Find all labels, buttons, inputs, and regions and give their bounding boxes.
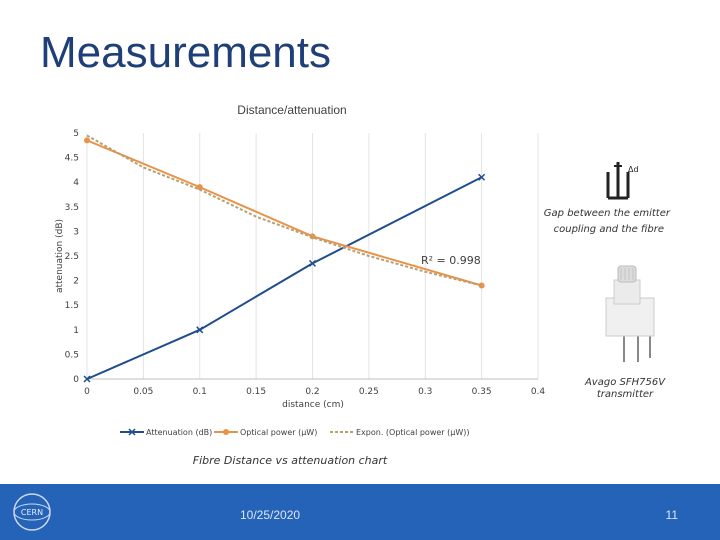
y-tick-label: 0.5	[64, 350, 79, 361]
x-tick-label: 0.15	[246, 387, 267, 397]
x-tick-label: 0.3	[418, 387, 433, 397]
x-tick-label: 0.4	[530, 387, 546, 397]
y-tick-label: 0	[73, 375, 79, 385]
x-axis-ticks	[84, 387, 545, 397]
y-axis-label: attenuation (dB)	[55, 218, 65, 294]
x-tick-label: 0.1	[192, 387, 207, 397]
footer-bar	[0, 484, 720, 540]
y-tick-label: 2.5	[64, 252, 79, 262]
device-note-line2: transmitter	[596, 389, 654, 400]
y-tick-label: 1	[73, 325, 79, 336]
transmitter-image	[594, 262, 674, 375]
logo-text: CERN	[20, 508, 44, 517]
y-tick-label: 4.5	[64, 153, 79, 164]
y-tick-label: 3	[73, 227, 79, 238]
cern-logo	[10, 490, 54, 534]
chart-caption: Fibre Distance vs attenuation chart	[192, 454, 388, 467]
r-squared-annotation: R² = 0.998	[421, 254, 481, 267]
gap-diagram-icon	[604, 158, 664, 211]
device-note-line1: Avago SFH756V	[584, 377, 666, 388]
y-tick-label: 4	[73, 178, 79, 189]
page-number: 11	[665, 508, 678, 522]
x-tick-label: 0.35	[471, 387, 492, 397]
gap-note-line1: Gap between the emitter	[543, 208, 670, 219]
y-tick-label: 5	[73, 129, 79, 139]
x-tick-label: 0.2	[305, 387, 320, 397]
chart-title: Distance/attenuation	[237, 103, 347, 117]
legend-marker	[223, 429, 229, 435]
gap-symbol: Δd	[628, 165, 639, 174]
legend-label: Expon. (Optical power (µW))	[356, 428, 470, 437]
slide-title: Measurements	[40, 28, 332, 77]
y-tick-label: 2	[73, 276, 79, 287]
legend-label: Attenuation (dB)	[146, 428, 213, 437]
data-point	[84, 137, 90, 143]
y-axis-ticks	[65, 129, 80, 385]
chart-legend	[120, 428, 469, 437]
x-axis-label: distance (cm)	[282, 400, 344, 410]
y-tick-label: 1.5	[64, 301, 79, 312]
x-tick-label: 0.05	[133, 387, 154, 397]
slide-date: 10/25/2020	[240, 508, 301, 522]
x-tick-label: 0	[84, 387, 90, 397]
series-line	[87, 177, 482, 379]
y-tick-label: 3.5	[64, 202, 79, 213]
gap-note-line2: coupling and the fibre	[553, 224, 664, 235]
x-tick-label: 0.25	[358, 387, 379, 397]
legend-label: Optical power (µW)	[240, 428, 318, 437]
